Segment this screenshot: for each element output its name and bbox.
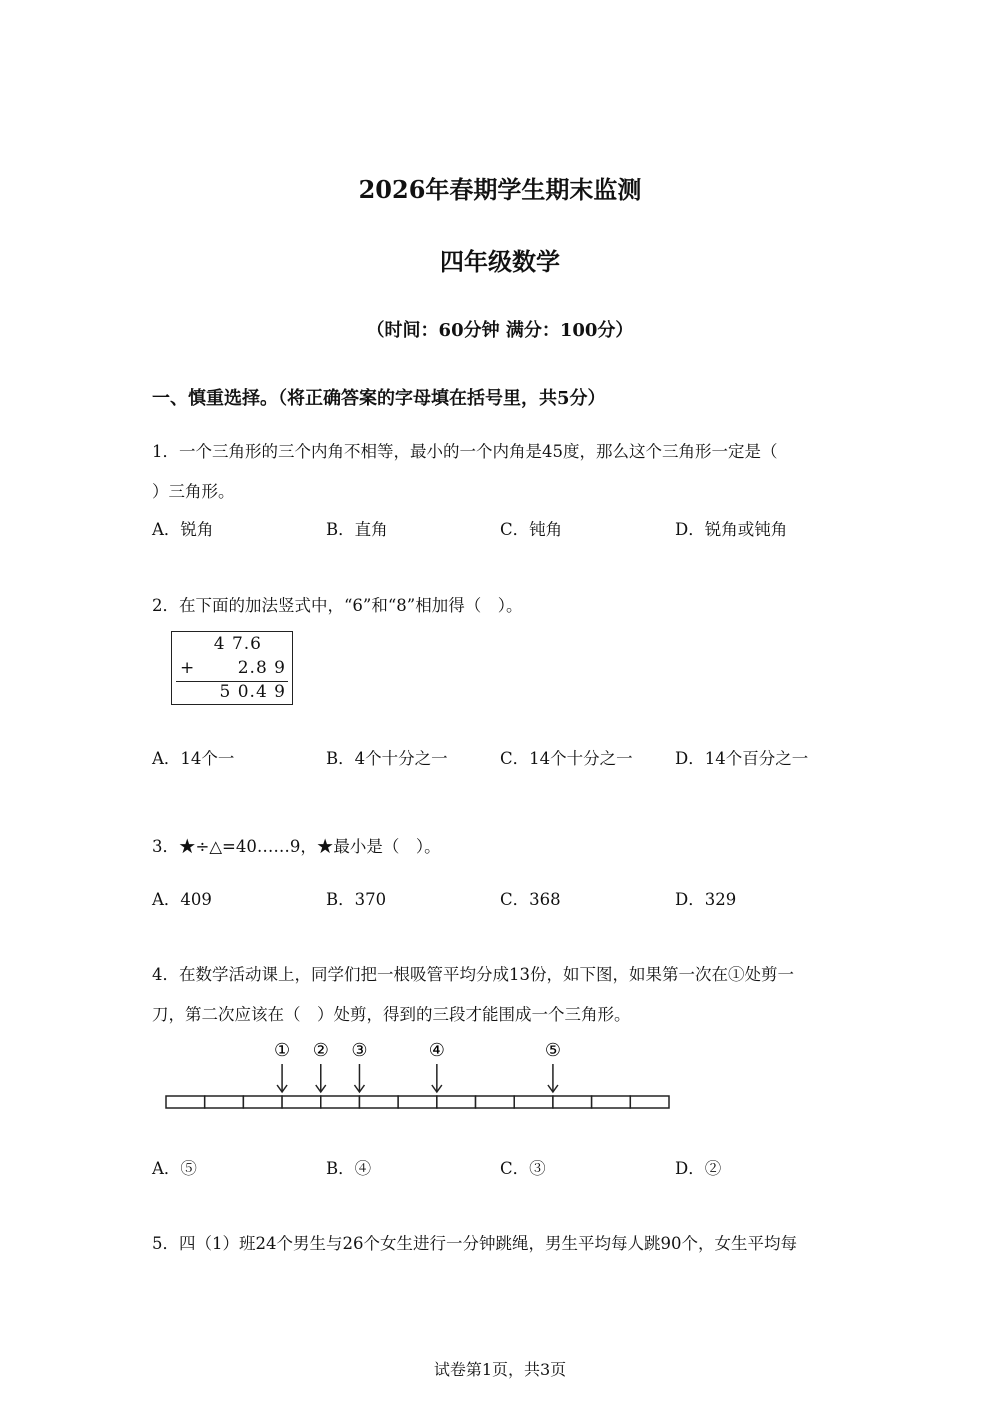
straw-segment [592, 1096, 631, 1108]
question-3-option-a: A．409 [152, 890, 212, 909]
straw-segment [243, 1096, 282, 1108]
question-2-option-c: C．14个十分之一 [500, 749, 633, 768]
straw-bar [166, 1096, 669, 1108]
page-title: 2026年春期学生期末监测 [358, 175, 642, 204]
question-3-option-d: D．329 [675, 890, 737, 909]
question-3-option-c: C．368 [500, 890, 561, 909]
cut-mark-label: ④ [428, 1040, 445, 1061]
straw-segment [398, 1096, 437, 1108]
addend-1: 4 7.6 [213, 634, 262, 654]
question-5-line-1: 5．四（1）班24个男生与26个女生进行一分钟跳绳，男生平均每人跳90个，女生平均每 [152, 1234, 797, 1253]
question-3-option-b: B．370 [326, 890, 387, 909]
straw-segment [321, 1096, 360, 1108]
straw-segment [166, 1096, 205, 1108]
question-2-option-a: A．14个一 [152, 749, 235, 768]
straw-segment [630, 1096, 669, 1108]
straw-segment [205, 1096, 244, 1108]
question-4-line-2: 刀，第二次应该在（ ）处剪，得到的三段才能围成一个三角形。 [152, 1005, 631, 1024]
cut-mark-label: ③ [351, 1040, 368, 1061]
straw-diagram [160, 1036, 680, 1116]
question-2-line-1: 2．在下面的加法竖式中，“6”和“8”相加得（ ）。 [152, 596, 523, 615]
question-4-option-a: A．⑤ [152, 1159, 197, 1178]
section-heading: 一、慎重选择。（将正确答案的字母填在括号里，共5分） [152, 388, 606, 409]
question-1-option-b: B．直角 [326, 520, 388, 539]
sum-result: 5 0.4 9 [219, 682, 286, 702]
question-4-line-1: 4．在数学活动课上，同学们把一根吸管平均分成13份，如下图，如果第一次在①处剪一 [152, 965, 794, 984]
cut-mark-label: ① [274, 1040, 291, 1061]
plus-sign: + [180, 658, 195, 678]
straw-segment [437, 1096, 476, 1108]
exam-time-info: （时间：60分钟 满分：100分） [366, 320, 634, 341]
cut-mark-label: ⑤ [544, 1040, 561, 1061]
straw-segment [553, 1096, 592, 1108]
question-2-option-b: B．4个十分之一 [326, 749, 448, 768]
question-4-option-d: D．② [675, 1159, 722, 1178]
question-1-line-1: 1．一个三角形的三个内角不相等，最小的一个内角是45度，那么这个三角形一定是（ [152, 442, 778, 461]
question-4-option-c: C．③ [500, 1159, 546, 1178]
question-1-option-d: D．锐角或钝角 [675, 520, 788, 539]
straw-segment [282, 1096, 321, 1108]
page-subtitle: 四年级数学 [440, 247, 560, 276]
straw-segment [514, 1096, 553, 1108]
question-1-line-2: ）三角形。 [152, 482, 235, 501]
cut-mark-label: ② [312, 1040, 329, 1061]
page-footer: 试卷第1页，共3页 [433, 1360, 567, 1379]
question-1-option-a: A．锐角 [152, 520, 214, 539]
cut-marks [274, 1040, 561, 1092]
vertical-addition-figure [171, 631, 293, 705]
straw-segment [476, 1096, 515, 1108]
question-1-option-c: C．钝角 [500, 520, 563, 539]
question-3-line-1: 3．★÷△=40……9，★最小是（ ）。 [152, 837, 441, 856]
addend-2: 2.8 9 [237, 658, 286, 678]
question-4-option-b: B．④ [326, 1159, 372, 1178]
straw-segment [359, 1096, 398, 1108]
question-2-option-d: D．14个百分之一 [675, 749, 809, 768]
